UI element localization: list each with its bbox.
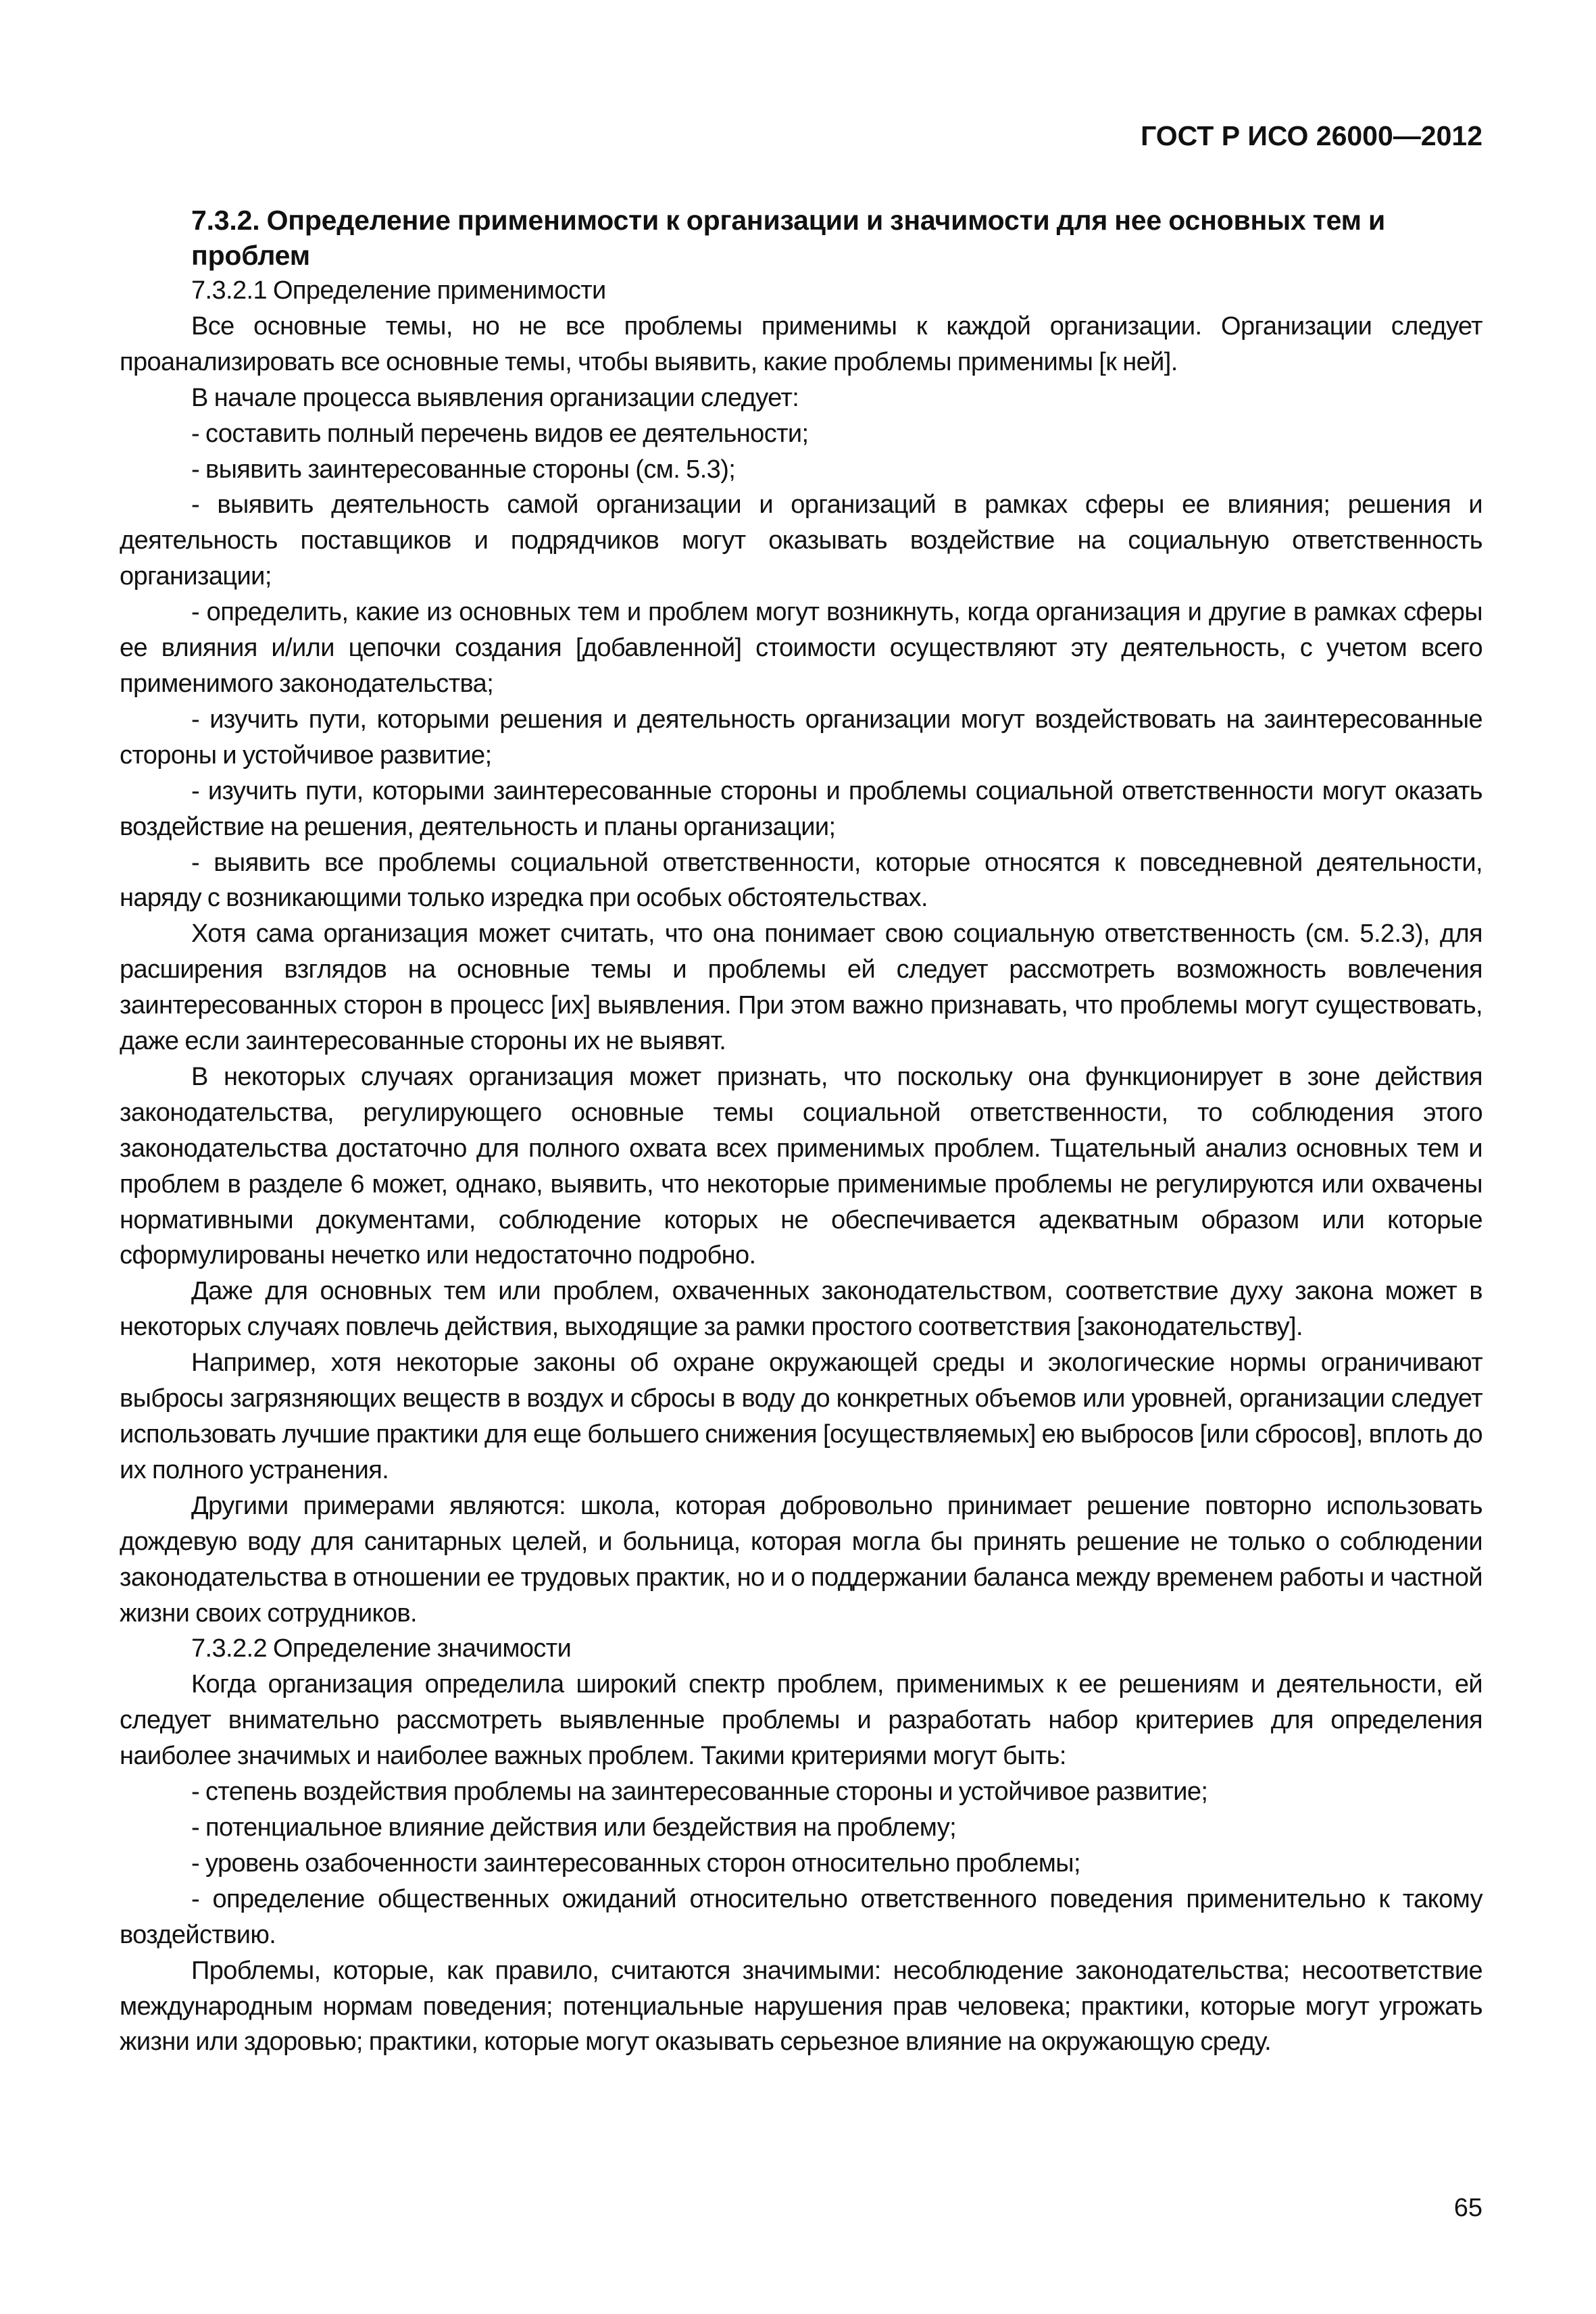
paragraph: Проблемы, которые, как правило, считаются значимыми: несоблюдение законодательства; несоответствие международным нормам поведения; потенциальные нарушения прав человека; практики, которые могут угрожать жизни или здоровью; практики, которые могут оказывать серьезное влияние на окружающую среду. bbox=[120, 1956, 1482, 2057]
section-heading: 7.3.2. Определение применимости к организации и значимости для нее основных тем и проблем bbox=[191, 205, 1385, 271]
list-item: - определение общественных ожиданий относительно ответственного поведения применительно к такому воздействию. bbox=[120, 1884, 1482, 1949]
paragraph: Другими примерами являются: школа, которая добровольно принимает решение повторно использовать дождевую воду для санитарных целей, и больница, которая могла бы принять решение не только о соблюдении законодательства в отношении ее трудовых практик, но и о поддержании баланса между временем работы и частной жизни своих сотрудников. bbox=[120, 1491, 1482, 1628]
list-item: - изучить пути, которыми заинтересованные стороны и проблемы социальной ответственности могут оказать воздействие на решения, деятельность и планы организации; bbox=[120, 776, 1482, 841]
document-body bbox=[120, 203, 1482, 2060]
paragraph: Когда организация определила широкий спектр проблем, применимых к ее решениям и деятельности, ей следует внимательно рассмотреть выявленные проблемы и разработать набор критериев для определения наиболее значимых и наиболее важных проблем. Такими критериями могут быть: bbox=[120, 1670, 1482, 1771]
list-item: - определить, какие из основных тем и проблем могут возникнуть, когда организация и другие в рамках сферы ее влияния и/или цепочки создания [добавленной] стоимости осуществляют эту деятельность, с учетом всего применимого законодательства; bbox=[120, 598, 1482, 698]
paragraph: Например, хотя некоторые законы об охране окружающей среды и экологические нормы ограничивают выбросы загрязняющих веществ в воздух и сбросы в воду до конкретных объемов или уровней, организации следует использовать лучшие практики для еще большего снижения [осуществляемых] ею выбросов [или сбросов], вплоть до их полного устранения. bbox=[120, 1349, 1482, 1484]
paragraph: Хотя сама организация может считать, что она понимает свою социальную ответственность (см. 5.2.3), для расширения взглядов на основные темы и проблемы ей следует рассмотреть возможность вовлечения заинтересованных сторон в процесс [их] выявления. При этом важно признавать, что проблемы могут существовать, даже если заинтересованные стороны их не выявят. bbox=[120, 920, 1482, 1056]
list-item: - составить полный перечень видов ее деятельности; bbox=[191, 419, 809, 448]
list-item: - выявить деятельность самой организации и организаций в рамках сферы ее влияния; решения и деятельность поставщиков и подрядчиков могут оказывать воздействие на социальную ответственность организации; bbox=[120, 491, 1482, 591]
list-item: - изучить пути, которыми решения и деятельность организации могут воздействовать на заинтересованные стороны и устойчивое развитие; bbox=[120, 705, 1482, 770]
standard-header: ГОСТ Р ИСО 26000—2012 bbox=[1141, 120, 1482, 151]
paragraph: Даже для основных тем или проблем, охваченных законодательством, соответствие духу закона может в некоторых случаях повлечь действия, выходящие за рамки простого соответствия [законодательству]. bbox=[120, 1277, 1482, 1342]
paragraph: В некоторых случаях организация может признать, что поскольку она функционирует в зоне действия законодательства, регулирующего основные темы социальной ответственности, то соблюдения этого законодательства достаточно для полного охвата всех применимых проблем. Тщательный анализ основных тем и проблем в разделе 6 может, однако, выявить, что некоторые применимые проблемы не регулируются или охвачены нормативными документами, соблюдение которых не обеспечивается адекватным образом или которые сформулированы нечетко или недостаточно подробно. bbox=[120, 1062, 1482, 1270]
paragraph: Все основные темы, но не все проблемы применимы к каждой организации. Организации следует проанализировать все основные темы, чтобы выявить, какие проблемы применимы [к ней]. bbox=[120, 311, 1482, 376]
list-item: - степень воздействия проблемы на заинтересованные стороны и устойчивое развитие; bbox=[191, 1778, 1208, 1807]
list-item: - потенциальное влияние действия или бездействия на проблему; bbox=[191, 1813, 957, 1842]
list-item: - выявить все проблемы социальной ответственности, которые относятся к повседневной деятельности, наряду с возникающими только изредка при особых обстоятельствах. bbox=[120, 848, 1482, 913]
paragraph: В начале процесса выявления организации следует: bbox=[191, 383, 799, 412]
list-item: - уровень озабоченности заинтересованных сторон относительно проблемы; bbox=[191, 1848, 1080, 1878]
subsection-heading: 7.3.2.2 Определение значимости bbox=[191, 1634, 572, 1663]
page-number: 65 bbox=[1453, 2194, 1482, 2222]
list-item: - выявить заинтересованные стороны (см. 5.3); bbox=[191, 455, 736, 484]
subsection-heading: 7.3.2.1 Определение применимости bbox=[191, 276, 606, 305]
